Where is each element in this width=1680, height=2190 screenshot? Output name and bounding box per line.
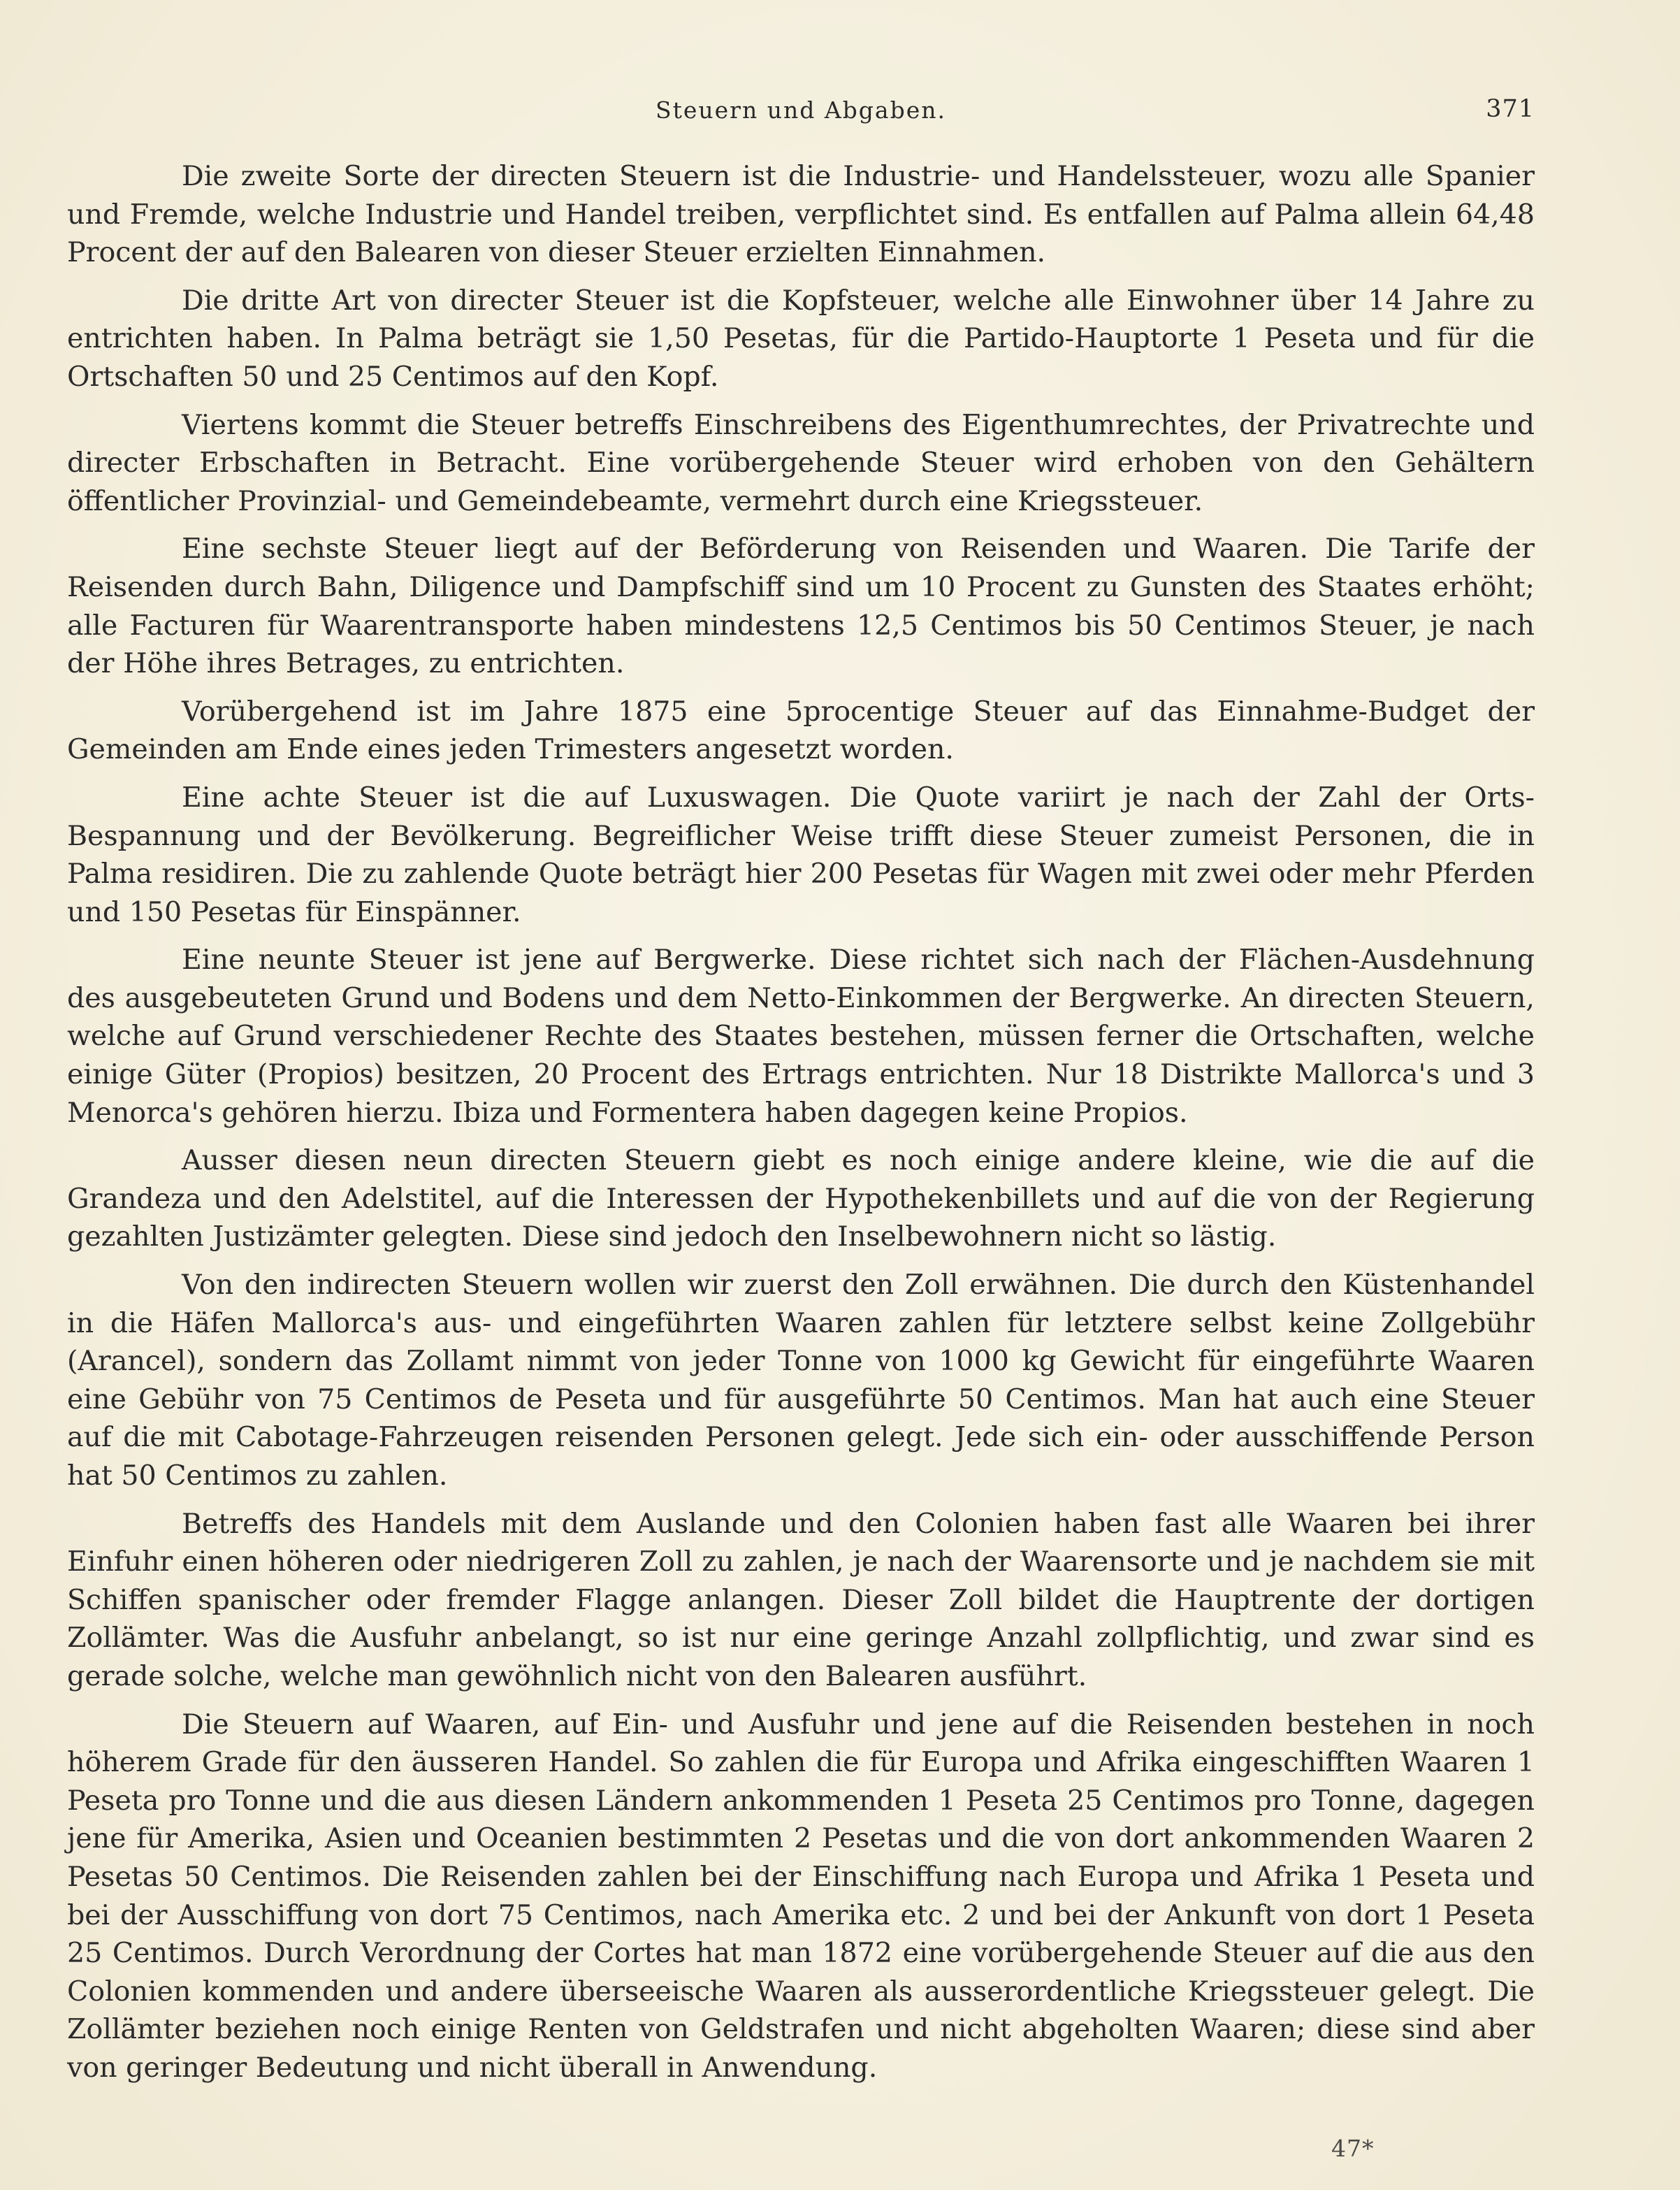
running-title: Steuern und Abgaben.	[656, 96, 946, 124]
paragraph-industry-tax: Die zweite Sorte der directen Steuern ist die Industrie- und Handelssteuer, wozu alle Spanier und Fremde, welche Industrie und Handel treiben, verpflichtet sind. Es entfallen auf Palma allein 64,48 Procent der auf den Balearen von dieser Steuer erzielten Einnahmen.	[67, 160, 1535, 269]
paragraph-customs-foreign: Betreffs des Handels mit dem Auslande und den Colonien haben fast alle Waaren bei ihrer Einfuhr einen höheren oder niedrigeren Zoll zu zahlen, je nach der Waarensorte und je nachdem sie mit Schiffen spanischer oder fremder Flagge anlangen. Dieser Zoll bildet die Hauptrente der dortigen Zollämter. Was die Ausfuhr anbelangt, so ist nur eine geringe Anzahl zollpflichtig, und zwar sind es gerade solche, welche man gewöhnlich nicht von den Balearen ausführt.	[67, 1507, 1535, 1692]
paragraph-budget-tax: Vorübergehend ist im Jahre 1875 eine 5procentige Steuer auf das Einnahme-Budget der Gemeinden am Ende eines jeden Trimesters angesetzt worden.	[67, 695, 1535, 766]
paragraph-transport-tax: Eine sechste Steuer liegt auf der Beförderung von Reisenden und Waaren. Die Tarife der Reisenden durch Bahn, Diligence und Dampfschiff sind um 10 Procent zu Gunsten des Staates erhöht; alle Facturen für Waarentransporte haben mindestens 12,5 Centimos bis 50 Centimos Steuer, je nach der Höhe ihres Betrages, zu entrichten.	[67, 533, 1535, 680]
paragraph-mining-tax: Eine neunte Steuer ist jene auf Bergwerke. Diese richtet sich nach der Flächen-Ausdehnung des ausgebeuteten Grund und Bodens und dem Netto-Einkommen der Bergwerke. An directen Steuern, welche auf Grund verschiedener Rechte des Staates bestehen, müssen ferner die Ortschaften, welche einige Güter (Propios) besitzen, 20 Procent des Ertrags entrichten. Nur 18 Distrikte Mallorca's und 3 Menorca's gehören hierzu. Ibiza und Formentera haben dagegen keine Propios.	[67, 944, 1535, 1129]
page-number: 371	[1486, 95, 1535, 123]
paragraph-head-tax: Die dritte Art von directer Steuer ist die Kopfsteuer, welche alle Einwohner über 14 Jahre zu entrichten haben. In Palma beträgt sie 1,50 Pesetas, für die Partido-Hauptorte 1 Peseta und für die Ortschaften 50 und 25 Centimos auf den Kopf.	[67, 284, 1535, 393]
paragraph-customs-coastal: Von den indirecten Steuern wollen wir zuerst den Zoll erwähnen. Die durch den Küstenhandel in die Häfen Mallorca's aus- und eingeführten Waaren zahlen für letztere selbst keine Zollgebühr (Arancel), sondern das Zollamt nimmt von jeder Tonne von 1000 kg Gewicht für eingeführte Waaren eine Gebühr von 75 Centimos de Peseta und für ausgeführte 50 Centimos. Man hat auch eine Steuer auf die mit Cabotage-Fahrzeugen reisenden Personen gelegt. Jede sich ein- oder ausschiffende Person hat 50 Centimos zu zahlen.	[67, 1269, 1535, 1492]
paragraph-foreign-trade-taxes: Die Steuern auf Waaren, auf Ein- und Ausfuhr und jene auf die Reisenden bestehen in noch höherem Grade für den äusseren Handel. So zahlen die für Europa und Afrika eingeschifften Waaren 1 Peseta pro Tonne und die aus diesen Ländern ankommenden 1 Peseta 25 Centimos pro Tonne, dagegen jene für Amerika, Asien und Oceanien bestimmten 2 Pesetas und die von dort ankommenden Waaren 2 Pesetas 50 Centimos. Die Reisenden zahlen bei der Einschiffung nach Europa und Afrika 1 Peseta und bei der Ausschiffung von dort 75 Centimos, nach Amerika etc. 2 und bei der Ankunft von dort 1 Peseta 25 Centimos. Durch Verordnung der Cortes hat man 1872 eine vorübergehende Steuer auf die aus den Colonien kommenden und andere überseeische Waaren als ausserordentliche Kriegssteuer gelegt. Die Zollämter beziehen noch einige Renten von Geldstrafen und nicht abgeholten Waaren; diese sind aber von geringer Bedeutung und nicht überall in Anwendung.	[67, 1708, 1535, 2084]
paragraph-luxury-carriage-tax: Eine achte Steuer ist die auf Luxuswagen. Die Quote variirt je nach der Zahl der Orts-Bespannung und der Bevölkerung. Begreiflicher Weise trifft diese Steuer zumeist Personen, die in Palma residiren. Die zu zahlende Quote beträgt hier 200 Pesetas für Wagen mit zwei oder mehr Pferden und 150 Pesetas für Einspänner.	[67, 781, 1535, 928]
body-text	[67, 157, 1535, 2097]
running-head	[67, 91, 1535, 133]
paragraph-minor-taxes: Ausser diesen neun directen Steuern giebt es noch einige andere kleine, wie die auf die Grandeza und den Adelstitel, auf die Interessen der Hypothekenbillets und auf die von der Regierung gezahlten Justizämter gelegten. Diese sind jedoch den Inselbewohnern nicht so lästig.	[67, 1144, 1535, 1253]
paragraph-property-tax: Viertens kommt die Steuer betreffs Einschreibens des Eigenthumrechtes, der Privatrechte und directer Erbschaften in Betracht. Eine vorübergehende Steuer wird erhoben von den Gehältern öffentlicher Provinzial- und Gemeindebeamte, vermehrt durch eine Kriegssteuer.	[67, 408, 1535, 517]
signature-mark: 47*	[1331, 2135, 1375, 2162]
